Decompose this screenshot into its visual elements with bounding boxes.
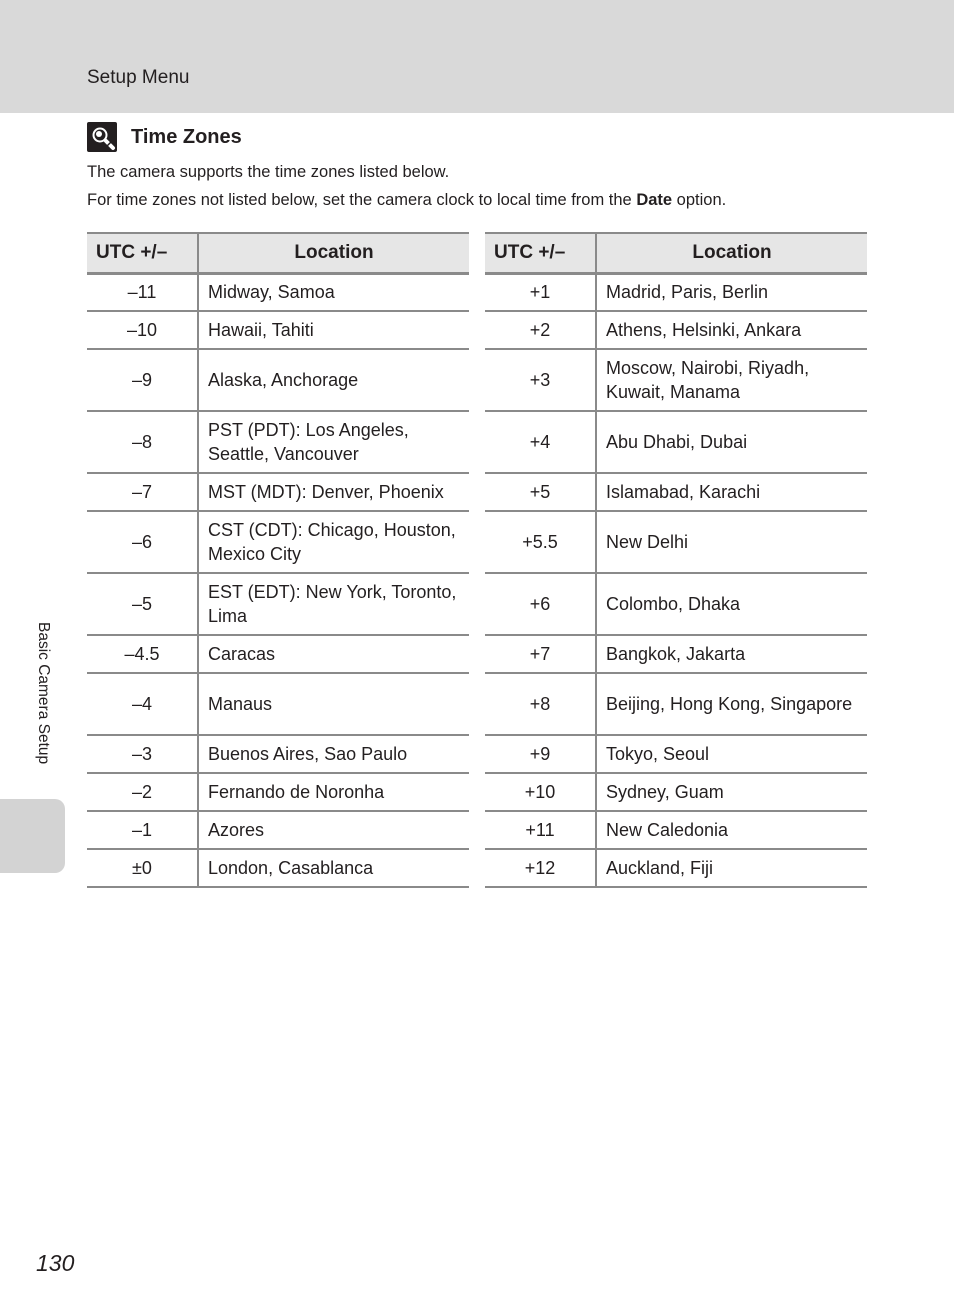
location: Athens, Helsinki, Ankara [596,311,867,349]
location: London, Casablanca [198,849,469,887]
table-row [87,311,469,349]
utc-offset: +1 [485,273,596,311]
location: Madrid, Paris, Berlin [596,273,867,311]
table-row [87,811,469,849]
table-row [87,273,469,311]
utc-offset: +2 [485,311,596,349]
table-row [485,411,867,473]
location: Alaska, Anchorage [198,349,469,411]
location-column-header: Location [596,233,867,273]
header-band [0,0,954,113]
location: MST (MDT): Denver, Phoenix [198,473,469,511]
location: Beijing, Hong Kong, Singapore [596,673,867,735]
time-zone-table-right [485,232,867,888]
utc-offset: +5.5 [485,511,596,573]
utc-column-header: UTC +/– [485,233,596,273]
table-row [485,349,867,411]
date-option-name: Date [636,191,673,209]
utc-offset: –2 [87,773,198,811]
utc-offset: +8 [485,673,596,735]
location-column-header: Location [198,233,469,273]
utc-column-header: UTC +/– [87,233,198,273]
table-row [485,673,867,735]
location: New Caledonia [596,811,867,849]
location: CST (CDT): Chicago, Houston, Mexico City [198,511,469,573]
location: Buenos Aires, Sao Paulo [198,735,469,773]
location: Hawaii, Tahiti [198,311,469,349]
utc-offset: –11 [87,273,198,311]
location: Caracas [198,635,469,673]
location: New Delhi [596,511,867,573]
location: Bangkok, Jakarta [596,635,867,673]
location: Sydney, Guam [596,773,867,811]
table-row [485,473,867,511]
side-chapter-label: Basic Camera Setup [35,622,52,765]
utc-offset: +10 [485,773,596,811]
utc-offset: –1 [87,811,198,849]
location: PST (PDT): Los Angeles, Seattle, Vancouver [198,411,469,473]
location: Colombo, Dhaka [596,573,867,635]
intro-text-after: option. [672,191,727,209]
utc-offset: +6 [485,573,596,635]
table-row [87,635,469,673]
location: Auckland, Fiji [596,849,867,887]
page-title: Time Zones [131,125,242,148]
utc-offset: +7 [485,635,596,673]
utc-offset: +3 [485,349,596,411]
table-row [87,735,469,773]
utc-offset: –4.5 [87,635,198,673]
utc-offset: –8 [87,411,198,473]
location: Manaus [198,673,469,735]
table-row [485,511,867,573]
utc-offset: –3 [87,735,198,773]
table-row [87,511,469,573]
table-row [485,573,867,635]
utc-offset: ±0 [87,849,198,887]
utc-offset: –9 [87,349,198,411]
location: Tokyo, Seoul [596,735,867,773]
utc-offset: +5 [485,473,596,511]
location: Islamabad, Karachi [596,473,867,511]
table-row [485,735,867,773]
table-row [485,311,867,349]
time-zone-table-left [87,232,469,888]
table-row [87,673,469,735]
table-row [485,273,867,311]
location: Fernando de Noronha [198,773,469,811]
utc-offset: +11 [485,811,596,849]
intro-line-2 [87,191,726,210]
table-row [87,773,469,811]
utc-offset: +12 [485,849,596,887]
table-row [485,849,867,887]
table-row [87,411,469,473]
table-row [485,773,867,811]
table-row [87,473,469,511]
utc-offset: +4 [485,411,596,473]
section-title [87,120,242,154]
location: Midway, Samoa [198,273,469,311]
table-row [485,811,867,849]
utc-offset: –5 [87,573,198,635]
location: Azores [198,811,469,849]
intro-text-before: For time zones not listed below, set the camera clock to local time from the [87,191,637,209]
section-label: Setup Menu [87,67,190,88]
table-row [87,849,469,887]
location: EST (EDT): New York, Toronto, Lima [198,573,469,635]
intro-line-1: The camera supports the time zones listed below. [87,163,450,181]
utc-offset: –7 [87,473,198,511]
utc-offset: –4 [87,673,198,735]
world-time-icon [87,122,117,152]
utc-offset: –10 [87,311,198,349]
utc-offset: +9 [485,735,596,773]
table-row [87,573,469,635]
table-row [485,635,867,673]
table-row [87,349,469,411]
utc-offset: –6 [87,511,198,573]
location: Abu Dhabi, Dubai [596,411,867,473]
side-chapter-tab [0,799,65,873]
page-number: 130 [36,1250,75,1276]
location: Moscow, Nairobi, Riyadh, Kuwait, Manama [596,349,867,411]
